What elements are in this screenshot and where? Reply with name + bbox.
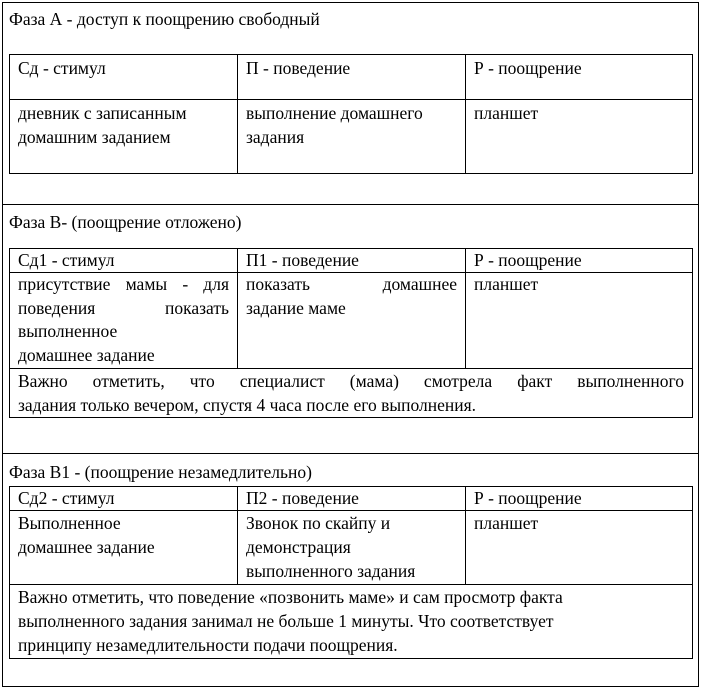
- stimulus-line: домашнее задание: [18, 537, 155, 557]
- table-row: [10, 511, 693, 585]
- note-row: [10, 585, 693, 659]
- header-reward: Р - поощрение: [466, 249, 693, 273]
- behavior-cell: выполнение домашнего задания: [238, 100, 466, 174]
- header-behavior: П2 - поведение: [238, 487, 466, 511]
- header-behavior: П - поведение: [238, 55, 466, 100]
- table-header-row: [10, 249, 693, 273]
- header-reward: Р - поощрение: [466, 487, 693, 511]
- stimulus-line: Выполненное: [18, 513, 121, 533]
- header-stimulus: Сд2 - стимул: [10, 487, 238, 511]
- header-reward: Р - поощрение: [466, 55, 693, 100]
- note-line: задания только вечером, спустя 4 часа после его выполнения.: [18, 395, 477, 415]
- phase-a-table: [9, 54, 693, 174]
- note-line: выполненного задания занимал не больше 1 минуты. Что соответствует: [18, 611, 554, 631]
- note-line: Важно отметить, что поведение «позвонить маме» и сам просмотр факта: [18, 587, 563, 607]
- behavior-cell: [238, 511, 466, 585]
- reward-cell: планшет: [466, 100, 693, 174]
- note-line: принципу незамедлительности подачи поощрения.: [18, 635, 398, 655]
- stimulus-line: выполненное: [18, 321, 118, 341]
- behavior-line: выполненного задания: [246, 561, 416, 581]
- behavior-line: Звонок по скайпу и: [246, 513, 391, 533]
- header-stimulus: Сд1 - стимул: [10, 249, 238, 273]
- header-behavior: П1 - поведение: [238, 249, 466, 273]
- behavior-line: задание маме: [246, 297, 346, 318]
- stimulus-line: поведения показать: [18, 297, 229, 318]
- table-header-row: [10, 55, 693, 100]
- header-stimulus: Сд - стимул: [10, 55, 238, 100]
- stimulus-cell: [10, 273, 238, 369]
- stimulus-line: домашнее задание: [18, 344, 155, 365]
- reward-cell: планшет: [466, 273, 693, 369]
- note-cell: [10, 369, 693, 418]
- phase-b-table: [9, 248, 693, 418]
- behavior-cell: [238, 273, 466, 369]
- reward-cell: планшет: [466, 511, 693, 585]
- phase-b1-table: [9, 486, 693, 659]
- behavior-line: демонстрация: [246, 537, 351, 557]
- phase-a-title: Фаза А - доступ к поощрению свободный: [9, 9, 320, 29]
- stimulus-cell: дневник с записанным домашним заданием: [10, 100, 238, 174]
- section-divider: [2, 204, 699, 205]
- table-row: [10, 273, 693, 369]
- behavior-line: показать домашнее: [246, 274, 457, 294]
- note-row: [10, 369, 693, 418]
- table-header-row: [10, 487, 693, 511]
- stimulus-line: присутствие мамы - для: [18, 274, 229, 294]
- phase-b-title: Фаза В- (поощрение отложено): [9, 212, 242, 232]
- stimulus-cell: [10, 511, 238, 585]
- table-row: [10, 100, 693, 174]
- phase-b1-title: Фаза В1 - (поощрение незамедлительно): [9, 462, 312, 482]
- section-divider: [2, 453, 699, 454]
- note-line: Важно отметить, что специалист (мама) смотрела факт выполненного: [18, 371, 684, 391]
- note-cell: [10, 585, 693, 659]
